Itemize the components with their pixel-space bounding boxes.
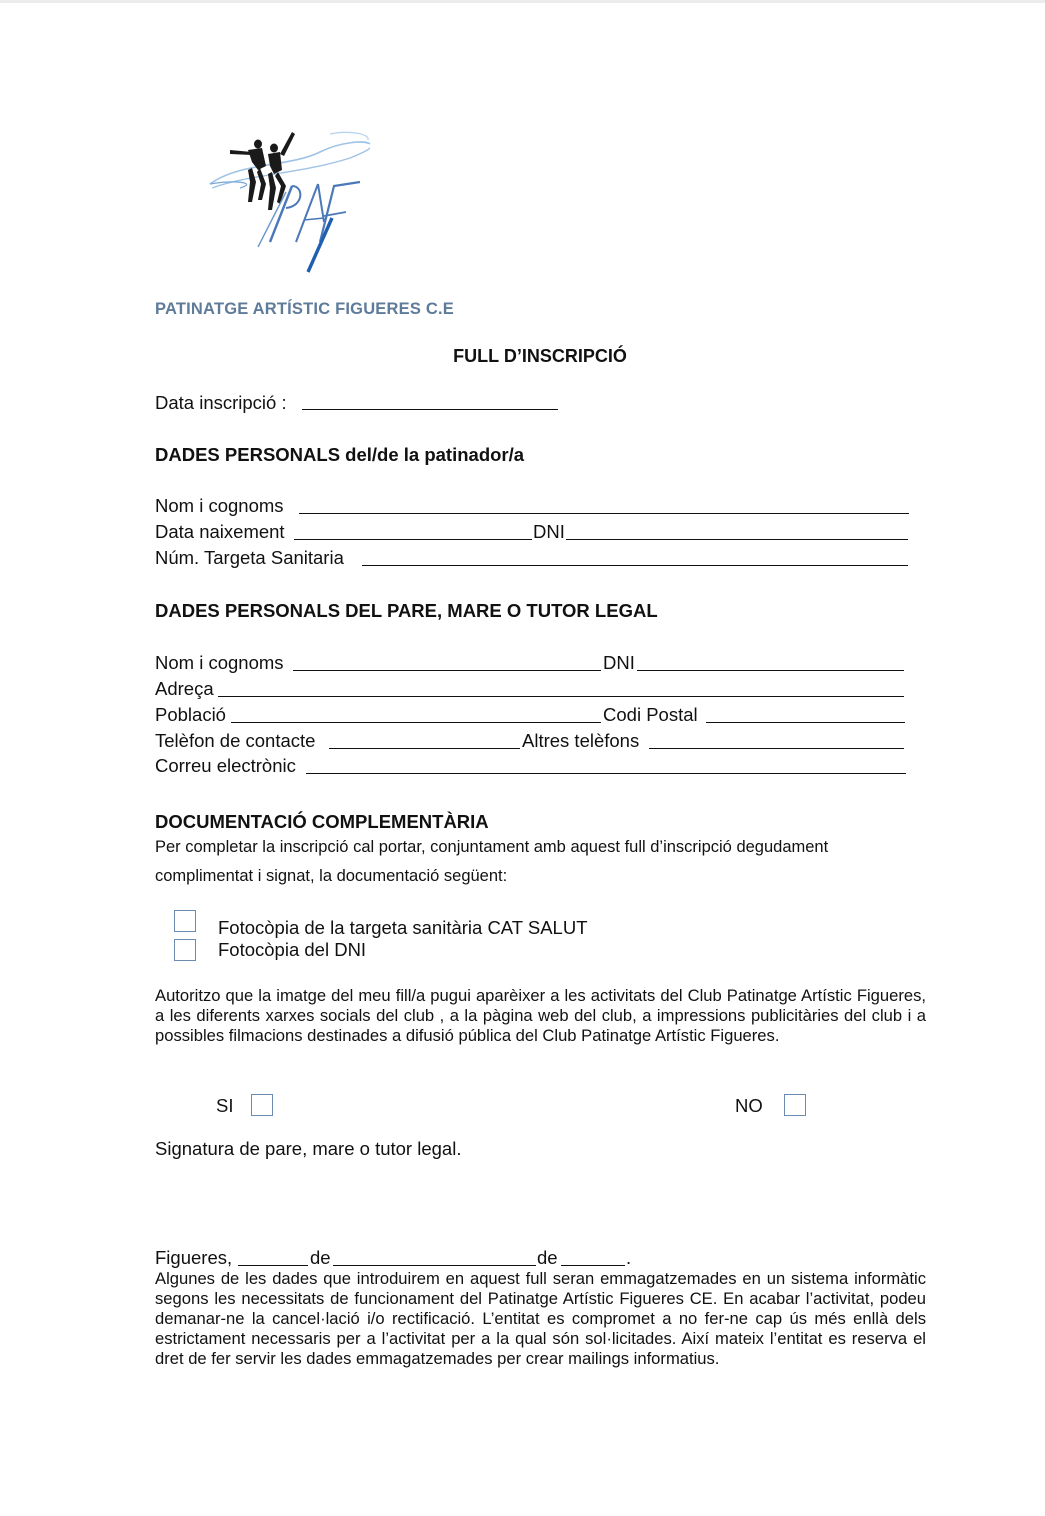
consent-no-label: NO	[735, 1095, 763, 1116]
guardian-email-field[interactable]	[306, 773, 906, 774]
guardian-other-phones-field[interactable]	[649, 748, 904, 749]
guardian-name-field[interactable]	[293, 670, 601, 671]
page-top-border	[0, 0, 1045, 3]
guardian-postal-code-label: Codi Postal	[603, 704, 698, 725]
registration-date-field[interactable]	[302, 409, 558, 410]
guardian-name-label: Nom i cognoms	[155, 652, 284, 673]
date-de1: de	[310, 1247, 331, 1268]
skater-birthdate-label: Data naixement	[155, 521, 285, 542]
guardian-phone-field[interactable]	[329, 748, 520, 749]
consent-yes-checkbox[interactable]	[251, 1094, 273, 1116]
consent-yes-label: SI	[216, 1095, 234, 1116]
dni-copy-label: Fotocòpia del DNI	[218, 939, 367, 960]
guardian-address-field[interactable]	[218, 696, 904, 697]
health-card-copy-checkbox[interactable]	[174, 910, 196, 932]
date-day-field[interactable]	[238, 1265, 308, 1266]
signature-label: Signatura de pare, mare o tutor legal.	[155, 1138, 462, 1159]
consent-no-checkbox[interactable]	[784, 1094, 806, 1116]
guardian-section-heading: DADES PERSONALS DEL PARE, MARE O TUTOR LEGAL	[155, 600, 658, 621]
skater-healthcard-field[interactable]	[362, 565, 908, 566]
guardian-email-label: Correu electrònic	[155, 755, 296, 776]
guardian-town-label: Població	[155, 704, 226, 725]
skater-dni-field[interactable]	[566, 539, 908, 540]
date-de2: de	[537, 1247, 558, 1268]
health-card-copy-label: Fotocòpia de la targeta sanitària CAT SALUT	[218, 917, 588, 938]
image-consent-text: Autoritzo que la imatge del meu fill/a pugui aparèixer a les activitats del Club Patinatge Artístic Figueres, a les diferents xarxes socials del club , a la pàgina web del club, a impressions publicitàries del club i a possibles filmacions destinades a difusió pública del Club Patinatge Artístic Figueres.	[155, 986, 926, 1045]
skater-name-field[interactable]	[299, 513, 909, 514]
skater-dni-label: DNI	[533, 521, 565, 542]
documents-section-heading: DOCUMENTACIÓ COMPLEMENTÀRIA	[155, 811, 489, 832]
guardian-phone-label: Telèfon de contacte	[155, 730, 316, 751]
date-year-field[interactable]	[561, 1265, 625, 1266]
privacy-text: Algunes de les dades que introduirem en aquest full seran emmagatzemades en un sistema informàtic segons les necessitats de funcionament del Patinatge Artístic Figueres CE. En acabar l’activitat, podeu demanar-ne la cancel·lació i/o rectificació. L’entitat es compromet a no fer-ne cap ús més enllà dels estrictament necessaris per a l’activitat per a la qual són sol·licitades. Així mateix l’entitat es reserva el dret de fer servir les dades emmagatzemades per crear mailings informatius.	[155, 1269, 926, 1368]
club-logo	[200, 122, 380, 277]
dni-copy-checkbox[interactable]	[174, 939, 196, 961]
guardian-postal-code-field[interactable]	[706, 722, 905, 723]
guardian-town-field[interactable]	[231, 722, 601, 723]
skater-name-label: Nom i cognoms	[155, 495, 284, 516]
guardian-dni-label: DNI	[603, 652, 635, 673]
documents-intro-line1: Per completar la inscripció cal portar, conjuntament amb aquest full d’inscripció degudament	[155, 838, 829, 856]
skater-healthcard-label: Núm. Targeta Sanitaria	[155, 547, 344, 568]
documents-intro-line2: complimentat i signat, la documentació següent:	[155, 867, 508, 885]
guardian-other-phones-label: Altres telèfons	[522, 730, 640, 751]
date-month-field[interactable]	[333, 1265, 536, 1266]
organization-name: PATINATGE ARTÍSTIC FIGUERES C.E	[155, 300, 454, 318]
guardian-address-label: Adreça	[155, 678, 214, 699]
registration-date-label: Data inscripció :	[155, 392, 287, 413]
date-place-city: Figueres,	[155, 1247, 233, 1268]
date-end-dot: .	[626, 1247, 632, 1268]
skater-birthdate-field[interactable]	[294, 539, 532, 540]
form-title: FULL D’INSCRIPCIÓ	[453, 346, 627, 366]
guardian-dni-field[interactable]	[637, 670, 904, 671]
skater-section-heading: DADES PERSONALS del/de la patinador/a	[155, 444, 525, 465]
